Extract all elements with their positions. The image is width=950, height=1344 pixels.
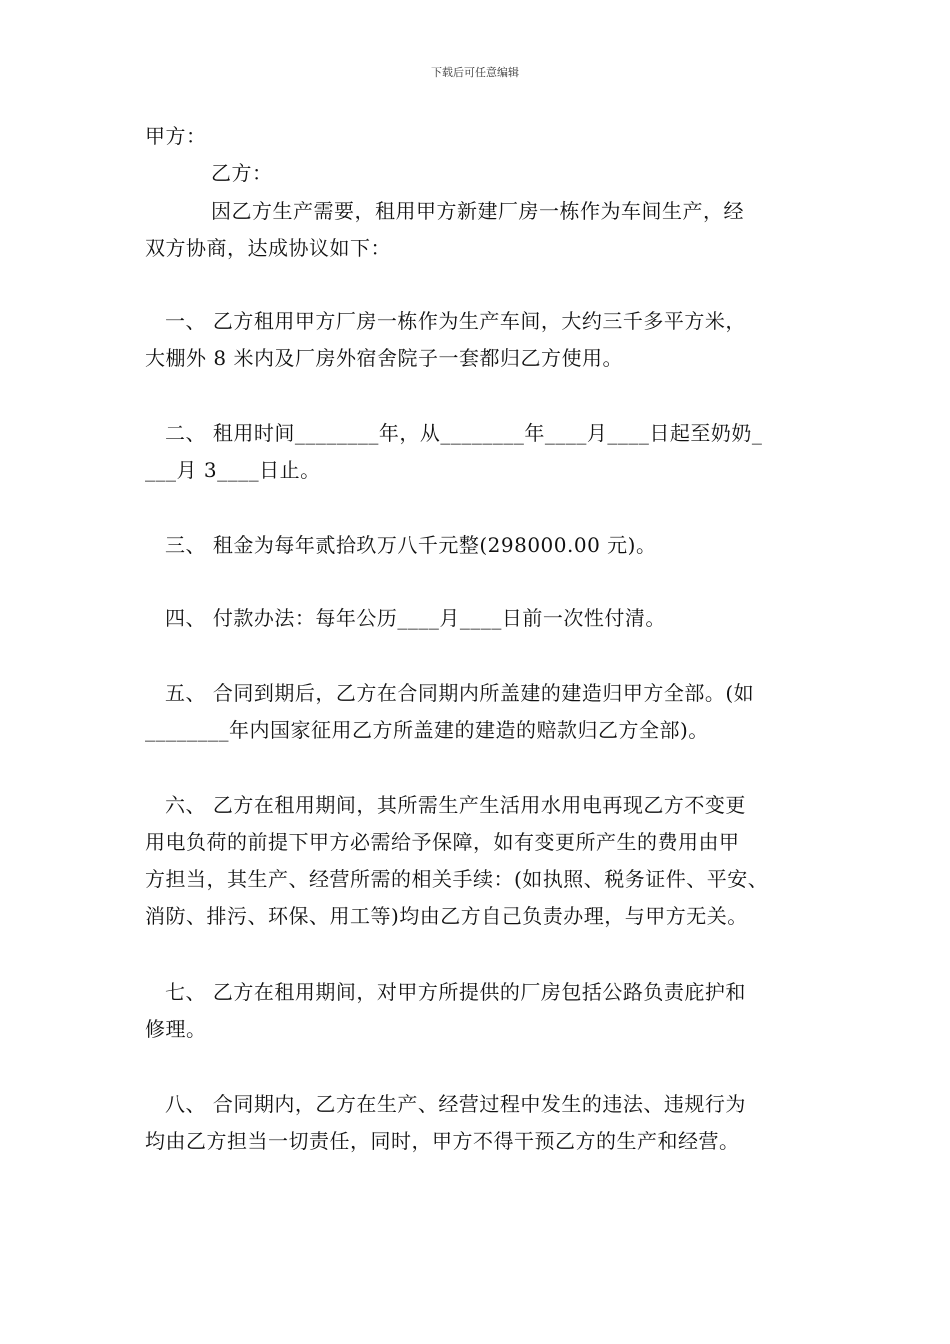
clause-5-line-2: ________年内国家征用乙方所盖建的建造的赔款归乙方全部)。 — [145, 718, 709, 742]
clause-7-line-2: 修理。 — [145, 1017, 207, 1041]
clause-8-line-1: 八、 合同期内，乙方在生产、经营过程中发生的违法、违规行为 — [165, 1092, 746, 1116]
clause-2-line-1: 二、 租用时间________年，从________年____月____日起至奶奶_ — [165, 421, 763, 445]
page-header: 下载后可任意编辑 — [431, 66, 519, 79]
intro-line-1: 因乙方生产需要，租用甲方新建厂房一栋作为车间生产，经 — [211, 199, 744, 223]
clause-5-line-1: 五、 合同到期后，乙方在合同期内所盖建的建造归甲方全部。(如 — [165, 681, 755, 705]
intro-line-2: 双方协商，达成协议如下： — [145, 236, 391, 260]
clause-2-line-2: ___月 3____日止。 — [145, 458, 321, 482]
clause-6-line-1: 六、 乙方在租用期间，其所需生产生活用水用电再现乙方不变更 — [165, 793, 746, 817]
clause-6-line-4: 消防、排污、环保、用工等)均由乙方自己负责办理，与甲方无关。 — [145, 904, 748, 928]
clause-7-line-1: 七、 乙方在租用期间，对甲方所提供的厂房包括公路负责庇护和 — [165, 980, 746, 1004]
clause-6-line-3: 方担当，其生产、经营所需的相关手续：(如执照、税务证件、平安、 — [145, 867, 769, 891]
clause-8-line-2: 均由乙方担当一切责任，同时，甲方不得干预乙方的生产和经营。 — [145, 1129, 740, 1153]
clause-3: 三、 租金为每年贰拾玖万八千元整(298000.00 元)。 — [165, 533, 657, 557]
party-b-label: 乙方： — [211, 161, 273, 185]
clause-4: 四、 付款办法：每年公历____月____日前一次性付清。 — [165, 606, 666, 630]
party-a-label: 甲方： — [145, 124, 207, 148]
clause-1-line-2: 大棚外 8 米内及厂房外宿舍院子一套都归乙方使用。 — [145, 346, 623, 370]
clause-1-line-1: 一、 乙方租用甲方厂房一栋作为生产车间，大约三千多平方米， — [165, 309, 746, 333]
clause-6-line-2: 用电负荷的前提下甲方必需给予保障，如有变更所产生的费用由甲 — [145, 830, 740, 854]
